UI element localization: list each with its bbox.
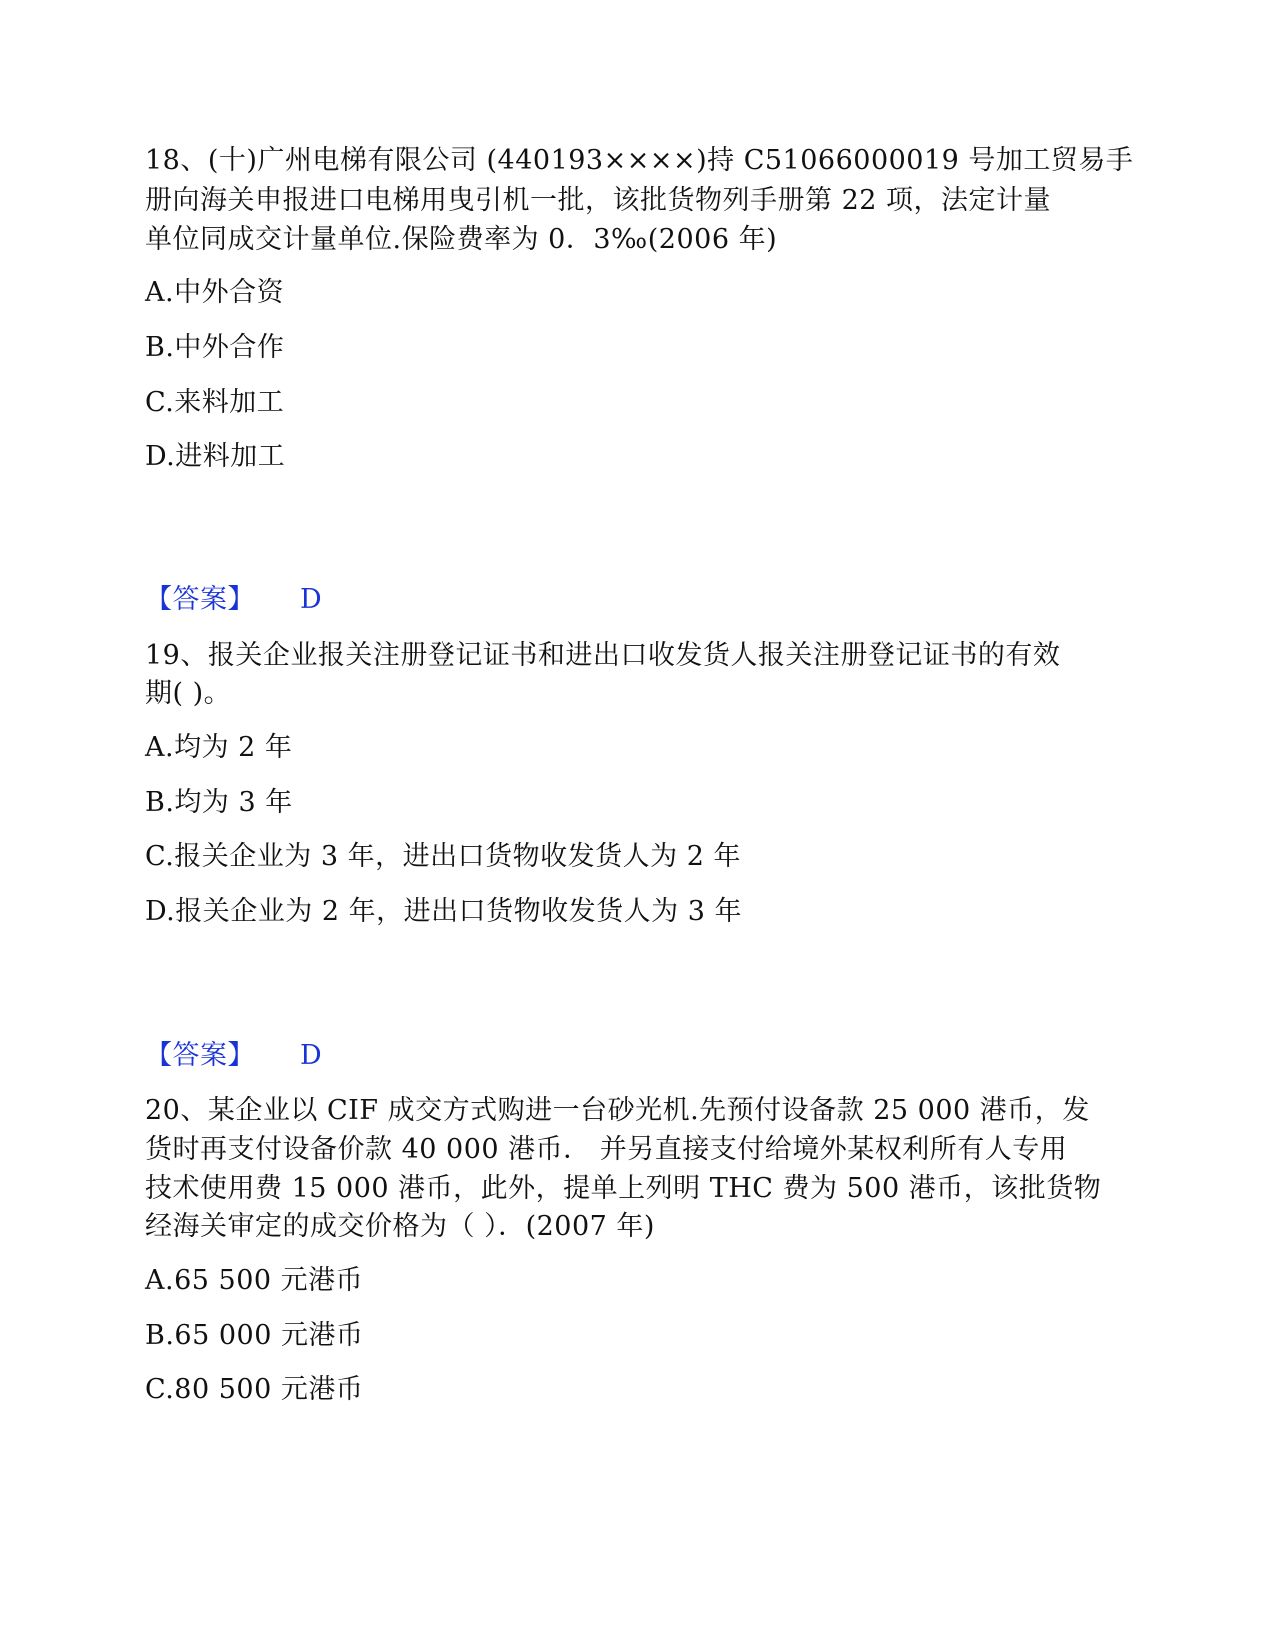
q18-option-a: A.中外合资 [145,277,285,308]
q20-option-c: C.80 500 元港币 [145,1374,364,1405]
q20-option-b: B.65 000 元港币 [145,1320,364,1351]
q20-text-line-1: 20、某企业以 CIF 成交方式购进一台砂光机.先预付设备款 25 000 港币，发 [145,1095,1090,1126]
q18-option-c: C.来料加工 [145,387,285,418]
q20-text-line-2: 货时再支付设备价款 40 000 港币． 并另直接支付给境外某权利所有人专用 [145,1134,1068,1165]
q19-answer-value: D [300,1040,322,1071]
q18-option-d: D.进料加工 [145,441,286,472]
q19-option-a: A.均为 2 年 [145,732,293,763]
q19-answer-label: 【答案】 [145,1040,255,1071]
q18-text-line-1: 18、(十)广州电梯有限公司 (440193××××)持 C51066000019 号加工贸易手 [145,145,1134,176]
q19-option-b: B.均为 3 年 [145,787,293,818]
q18-text-line-3: 单位同成交计量单位.保险费率为 0．3‰(2006 年) [145,224,778,255]
q18-answer-value: D [300,584,322,615]
q20-option-a: A.65 500 元港币 [145,1265,364,1296]
q19-option-c: C.报关企业为 3 年，进出口货物收发货人为 2 年 [145,841,741,872]
q19-text-line-1: 19、报关企业报关注册登记证书和进出口收发货人报关注册登记证书的有效 [145,640,1061,671]
q20-text-line-4: 经海关审定的成交价格为（ ）．(2007 年) [145,1211,655,1242]
q19-option-d: D.报关企业为 2 年，进出口货物收发货人为 3 年 [145,896,742,927]
q20-text-line-3: 技术使用费 15 000 港币，此外，提单上列明 THC 费为 500 港币，该批货物 [145,1173,1102,1204]
q18-answer-label: 【答案】 [145,584,255,615]
q18-text-line-2: 册向海关申报进口电梯用曳引机一批，该批货物列手册第 22 项，法定计量 [145,185,1052,216]
q18-option-b: B.中外合作 [145,332,285,363]
q19-text-line-2: 期( )。 [145,678,232,709]
